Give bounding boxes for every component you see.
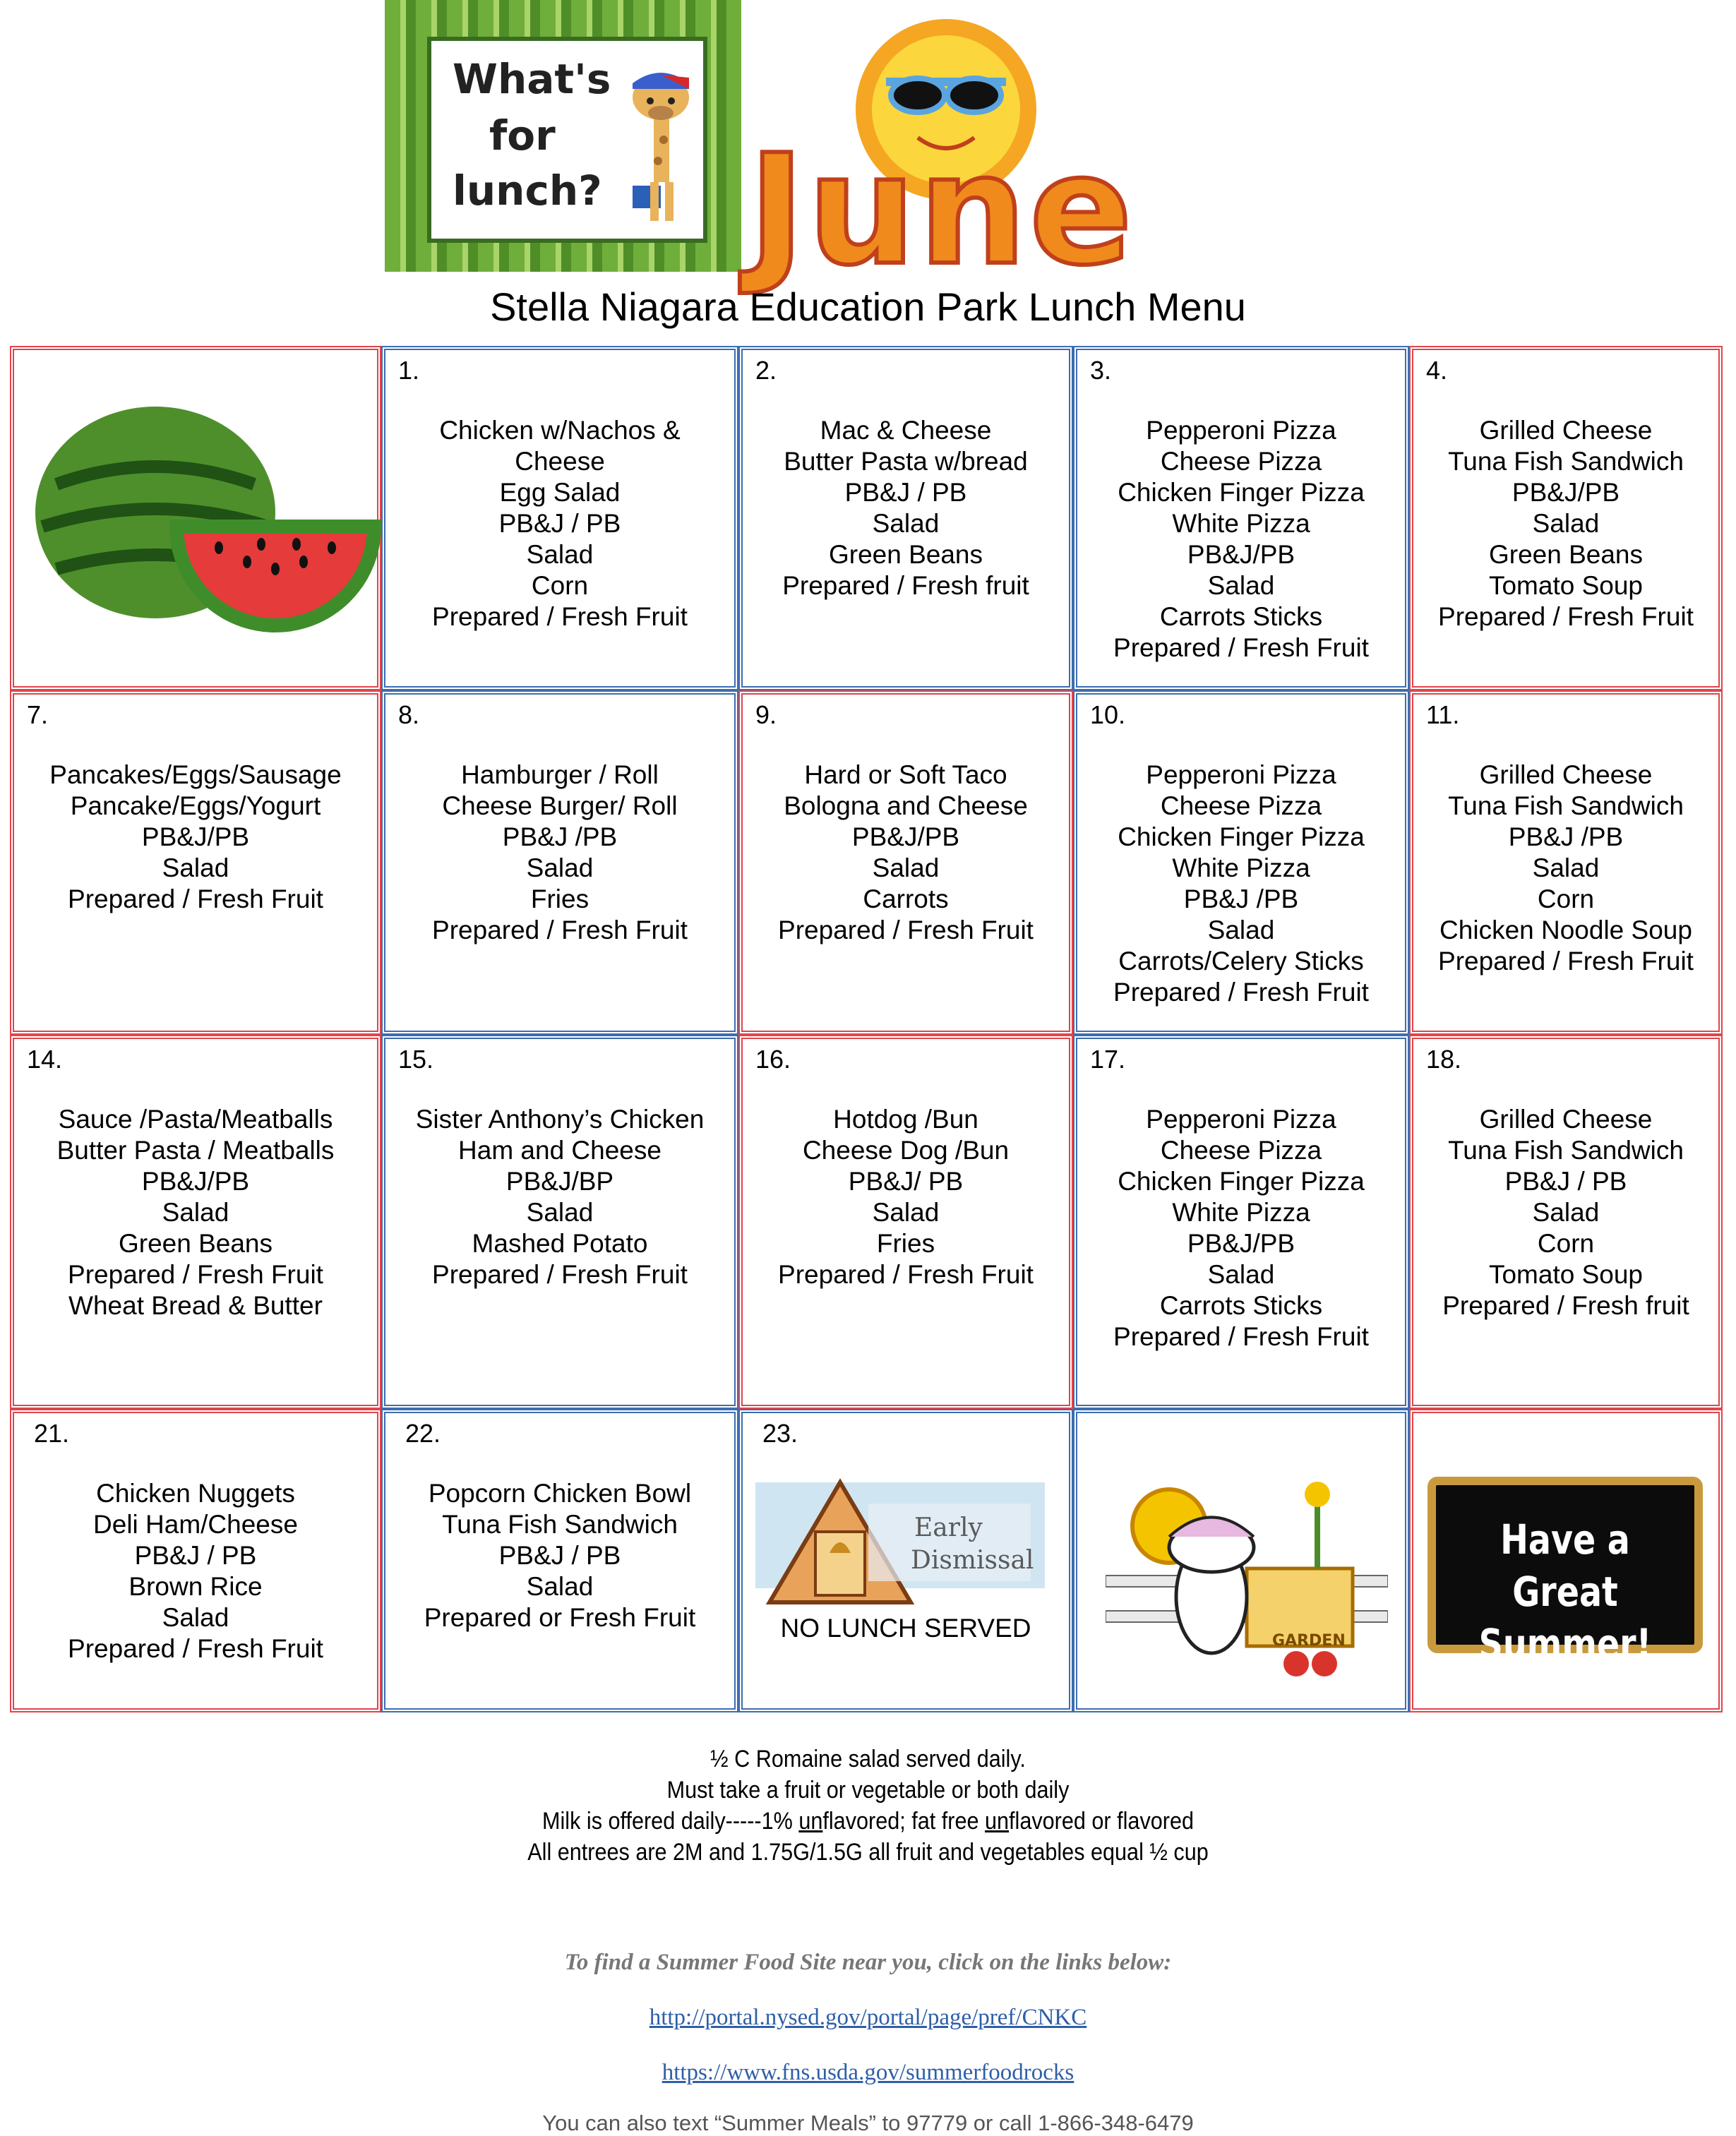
menu-item: White Pizza	[1172, 1198, 1310, 1227]
badge-card	[427, 37, 707, 243]
note-text: un	[798, 1808, 823, 1835]
day-number: 11.	[1426, 700, 1460, 729]
menu-item: Mac & Cheese	[820, 416, 992, 445]
menu-item: Tuna Fish Sandwich	[1448, 447, 1684, 476]
day-number: 3.	[1090, 356, 1112, 385]
menu-items	[385, 760, 734, 946]
summer-food-site-text: To find a Summer Food Site near you, click on the links below:	[564, 1950, 1172, 1975]
note-line-milk	[87, 1806, 1649, 1837]
calendar-cell	[738, 1035, 1073, 1409]
sign-line: Summer!	[1478, 1620, 1652, 1668]
menu-item: Brown Rice	[128, 1572, 263, 1601]
menu-items	[1413, 1104, 1718, 1321]
menu-item: Prepared / Fresh Fruit	[1113, 633, 1369, 662]
menu-item: Cheese Dog /Bun	[802, 1136, 1010, 1165]
menu-item: Chicken Finger Pizza	[1118, 1167, 1365, 1196]
menu-item: Ham and Cheese	[458, 1136, 662, 1165]
page-title: Stella Niagara Education Park Lunch Menu	[490, 284, 1246, 329]
calendar-cell	[1073, 690, 1409, 1035]
menu-item: Salad	[162, 1603, 229, 1632]
lunch-calendar	[10, 346, 1723, 1717]
menu-items	[385, 1478, 734, 1633]
menu-item: Chicken Noodle Soup	[1439, 916, 1692, 944]
menu-item: PB&J / PB	[498, 1541, 621, 1570]
menu-item: PB&J/PB	[141, 1167, 250, 1196]
early-dismissal-image	[755, 1454, 1045, 1609]
menu-items	[743, 1104, 1069, 1290]
summer-sign-text	[1459, 1513, 1671, 1670]
menu-item: Chicken w/Nachos &	[439, 416, 681, 445]
menu-item: Corn	[1537, 1229, 1595, 1258]
menu-item: PB&J/ PB	[848, 1167, 964, 1196]
badge-line: for	[489, 112, 556, 160]
menu-item: Bologna and Cheese	[784, 791, 1028, 820]
day-number: 1.	[398, 356, 420, 385]
june-art	[748, 14, 1186, 299]
badge-line: lunch?	[453, 167, 602, 215]
day-number: 9.	[755, 700, 777, 729]
menu-item: Pepperoni Pizza	[1146, 416, 1336, 445]
menu-item: PB&J /PB	[502, 822, 618, 851]
day-number: 21.	[34, 1419, 70, 1448]
day-number: 14.	[27, 1045, 63, 1074]
day-number: 4.	[1426, 356, 1448, 385]
menu-items	[14, 760, 377, 915]
menu-item: Prepared / Fresh Fruit	[68, 1260, 323, 1289]
nysed-link[interactable]: http://portal.nysed.gov/portal/page/pref/CNKC	[649, 2005, 1087, 2030]
note-line: Must take a fruit or vegetable or both daily	[666, 1777, 1070, 1804]
menu-item: Cheese	[515, 447, 605, 476]
calendar-cell-watermelon	[10, 346, 381, 690]
menu-item: Prepared / Fresh Fruit	[1438, 602, 1694, 631]
menu-item: PB&J/PB	[141, 822, 250, 851]
menu-items	[743, 760, 1069, 946]
menu-item: Cheese Burger/ Roll	[442, 791, 678, 820]
day-number: 7.	[27, 700, 49, 729]
schoolhouse-icon	[755, 1454, 1045, 1609]
note-text: un	[985, 1808, 1010, 1835]
calendar-cell	[381, 1409, 738, 1712]
usda-summer-food-link[interactable]: https://www.fns.usda.gov/summerfoodrocks	[662, 2060, 1074, 2085]
menu-item: Carrots Sticks	[1159, 1291, 1323, 1320]
badge-line: What's	[453, 55, 611, 103]
menu-item: Cheese Pizza	[1160, 791, 1322, 820]
menu-item: Prepared / Fresh Fruit	[432, 602, 688, 631]
june-title: June	[748, 121, 1135, 299]
menu-item: Salad	[526, 1572, 594, 1601]
menu-item: Prepared / Fresh Fruit	[68, 884, 323, 913]
menu-item: Green Beans	[828, 540, 983, 569]
menu-item: Salad	[872, 1198, 940, 1227]
sign-line: Dismissal	[911, 1546, 1034, 1575]
note-text: flavored or flavored	[1009, 1808, 1194, 1835]
menu-items	[1077, 415, 1405, 664]
menu-item: Salad	[1532, 1198, 1600, 1227]
menu-item: Prepared / Fresh Fruit	[1438, 947, 1694, 976]
day-number: 23.	[762, 1419, 798, 1448]
menu-item: PB&J / PB	[1504, 1167, 1627, 1196]
menu-item: Salad	[1207, 571, 1275, 600]
menu-item: PB&J /PB	[1183, 884, 1299, 913]
text-call-info: You can also text “Summer Meals” to 97779 or call 1-866-348-6479	[542, 2111, 1194, 2135]
menu-item: Hotdog /Bun	[833, 1105, 978, 1134]
calendar-cell	[738, 346, 1073, 690]
menu-item: Hamburger / Roll	[461, 760, 659, 789]
menu-items	[743, 415, 1069, 601]
note-line: ½ C Romaine salad served daily.	[710, 1746, 1026, 1772]
menu-item: Salad	[162, 1198, 229, 1227]
calendar-cell	[1409, 346, 1723, 690]
whats-for-lunch-badge	[385, 0, 741, 272]
menu-item: Corn	[531, 571, 589, 600]
calendar-cell	[381, 346, 738, 690]
menu-items	[1077, 1104, 1405, 1352]
menu-item: PB&J/PB	[1187, 1229, 1295, 1258]
day-number: 22.	[405, 1419, 441, 1448]
menu-item: Salad	[1207, 1260, 1275, 1289]
menu-items	[14, 1104, 377, 1321]
calendar-cell	[10, 690, 381, 1035]
menu-item: Chicken Finger Pizza	[1118, 822, 1365, 851]
menu-item: PB&J/BP	[505, 1167, 614, 1196]
snoopy-garden-icon	[1106, 1470, 1388, 1681]
menu-item: Prepared / Fresh fruit	[1442, 1291, 1689, 1320]
menu-item: Cheese Pizza	[1160, 1136, 1322, 1165]
menu-items	[14, 1478, 377, 1664]
menu-item: Pepperoni Pizza	[1146, 760, 1336, 789]
menu-item: Pancakes/Eggs/Sausage	[49, 760, 342, 789]
calendar-cell	[1409, 1035, 1723, 1409]
menu-item: Prepared / Fresh Fruit	[432, 1260, 688, 1289]
note-line: All entrees are 2M and 1.75G/1.5G all fruit and vegetables equal ½ cup	[527, 1839, 1209, 1866]
menu-item: Wheat Bread & Butter	[68, 1291, 323, 1320]
menu-item: Salad	[872, 509, 940, 538]
menu-item: Green Beans	[118, 1229, 273, 1258]
menu-items	[385, 1104, 734, 1290]
menu-notes	[0, 1744, 1736, 1868]
menu-item: Butter Pasta / Meatballs	[56, 1136, 335, 1165]
menu-item: Sister Anthony’s Chicken	[415, 1105, 705, 1134]
menu-item: Chicken Nuggets	[96, 1479, 295, 1508]
menu-item: Pepperoni Pizza	[1146, 1105, 1336, 1134]
day-number: 18.	[1426, 1045, 1462, 1074]
menu-item: Salad	[526, 1198, 594, 1227]
day-number: 17.	[1090, 1045, 1126, 1074]
menu-items	[385, 415, 734, 632]
menu-item: Butter Pasta w/bread	[784, 447, 1028, 476]
calendar-cell	[1409, 690, 1723, 1035]
garden-sign: GARDEN	[1272, 1632, 1346, 1650]
have-a-great-summer-sign	[1427, 1477, 1703, 1668]
menu-item: Tuna Fish Sandwich	[442, 1510, 678, 1539]
calendar-cell-snoopy	[1073, 1409, 1409, 1712]
menu-item: Popcorn Chicken Bowl	[428, 1479, 692, 1508]
menu-item: PB&J/PB	[851, 822, 960, 851]
calendar-cell	[1073, 1035, 1409, 1409]
menu-item: Prepared / Fresh Fruit	[1113, 978, 1369, 1007]
menu-item: Tomato Soup	[1488, 1260, 1644, 1289]
menu-item: Chicken Finger Pizza	[1118, 478, 1365, 507]
menu-item: Prepared / Fresh Fruit	[778, 916, 1034, 944]
calendar-cell	[381, 1035, 738, 1409]
calendar-cell-summer	[1409, 1409, 1723, 1712]
header	[0, 0, 1736, 332]
menu-item: Fries	[876, 1229, 935, 1258]
menu-item: Green Beans	[1488, 540, 1644, 569]
menu-item: Prepared / Fresh Fruit	[68, 1634, 323, 1663]
menu-item: Mashed Potato	[472, 1229, 648, 1258]
menu-item: Corn	[1537, 884, 1595, 913]
menu-item: Carrots Sticks	[1159, 602, 1323, 631]
menu-item: Salad	[1532, 853, 1600, 882]
menu-item: Grilled Cheese	[1479, 1105, 1653, 1134]
calendar-cell	[738, 1409, 1073, 1712]
menu-item: Fries	[530, 884, 589, 913]
day-number: 10.	[1090, 700, 1126, 729]
calendar-cell	[381, 690, 738, 1035]
menu-item: Salad	[526, 853, 594, 882]
menu-item: Hard or Soft Taco	[804, 760, 1007, 789]
menu-item: Salad	[1532, 509, 1600, 538]
giraffe-icon	[618, 62, 703, 224]
calendar-cell	[738, 690, 1073, 1035]
menu-item: Salad	[872, 853, 940, 882]
menu-item: Salad	[162, 853, 229, 882]
menu-item: Grilled Cheese	[1479, 416, 1653, 445]
menu-item: White Pizza	[1172, 853, 1310, 882]
menu-item: PB&J /PB	[1508, 822, 1624, 851]
menu-item: Egg Salad	[499, 478, 621, 507]
calendar-cell	[10, 1035, 381, 1409]
menu-item: Cheese Pizza	[1160, 447, 1322, 476]
menu-item: Salad	[1207, 916, 1275, 944]
menu-item: White Pizza	[1172, 509, 1310, 538]
watermelon-icon	[28, 407, 381, 640]
note-text: flavored; fat free	[822, 1808, 986, 1835]
menu-item: Prepared / Fresh Fruit	[432, 916, 688, 944]
menu-item: Prepared / Fresh Fruit	[778, 1260, 1034, 1289]
menu-item: Prepared or Fresh Fruit	[424, 1603, 696, 1632]
sign-line: Have a Great	[1500, 1516, 1630, 1616]
no-lunch-note: NO LUNCH SERVED	[780, 1614, 1031, 1643]
menu-item: Tomato Soup	[1488, 571, 1644, 600]
menu-item: Pancake/Eggs/Yogurt	[70, 791, 321, 820]
menu-item: Carrots	[863, 884, 949, 913]
menu-item: PB&J/PB	[1187, 540, 1295, 569]
menu-items	[1413, 415, 1718, 632]
menu-items	[1077, 760, 1405, 1008]
menu-item: Deli Ham/Cheese	[93, 1510, 298, 1539]
day-number: 16.	[755, 1045, 791, 1074]
menu-item: Carrots/Celery Sticks	[1118, 947, 1364, 976]
menu-item: PB&J / PB	[844, 478, 967, 507]
menu-item: Salad	[526, 540, 594, 569]
day-number: 2.	[755, 356, 777, 385]
calendar-cell	[10, 1409, 381, 1712]
menu-item: Tuna Fish Sandwich	[1448, 1136, 1684, 1165]
calendar-cell	[1073, 346, 1409, 690]
menu-item: PB&J / PB	[498, 509, 621, 538]
note-text: Milk is offered daily-----1%	[542, 1808, 799, 1835]
menu-item: Sauce /Pasta/Meatballs	[58, 1105, 333, 1134]
menu-item: PB&J/PB	[1511, 478, 1620, 507]
sign-line: Early	[914, 1513, 983, 1542]
menu-item: Prepared / Fresh fruit	[782, 571, 1029, 600]
menu-item: PB&J / PB	[134, 1541, 257, 1570]
menu-item: Grilled Cheese	[1479, 760, 1653, 789]
day-number: 15.	[398, 1045, 434, 1074]
menu-item: Tuna Fish Sandwich	[1448, 791, 1684, 820]
menu-item: Prepared / Fresh Fruit	[1113, 1322, 1369, 1351]
menu-items	[1413, 760, 1718, 977]
day-number: 8.	[398, 700, 420, 729]
